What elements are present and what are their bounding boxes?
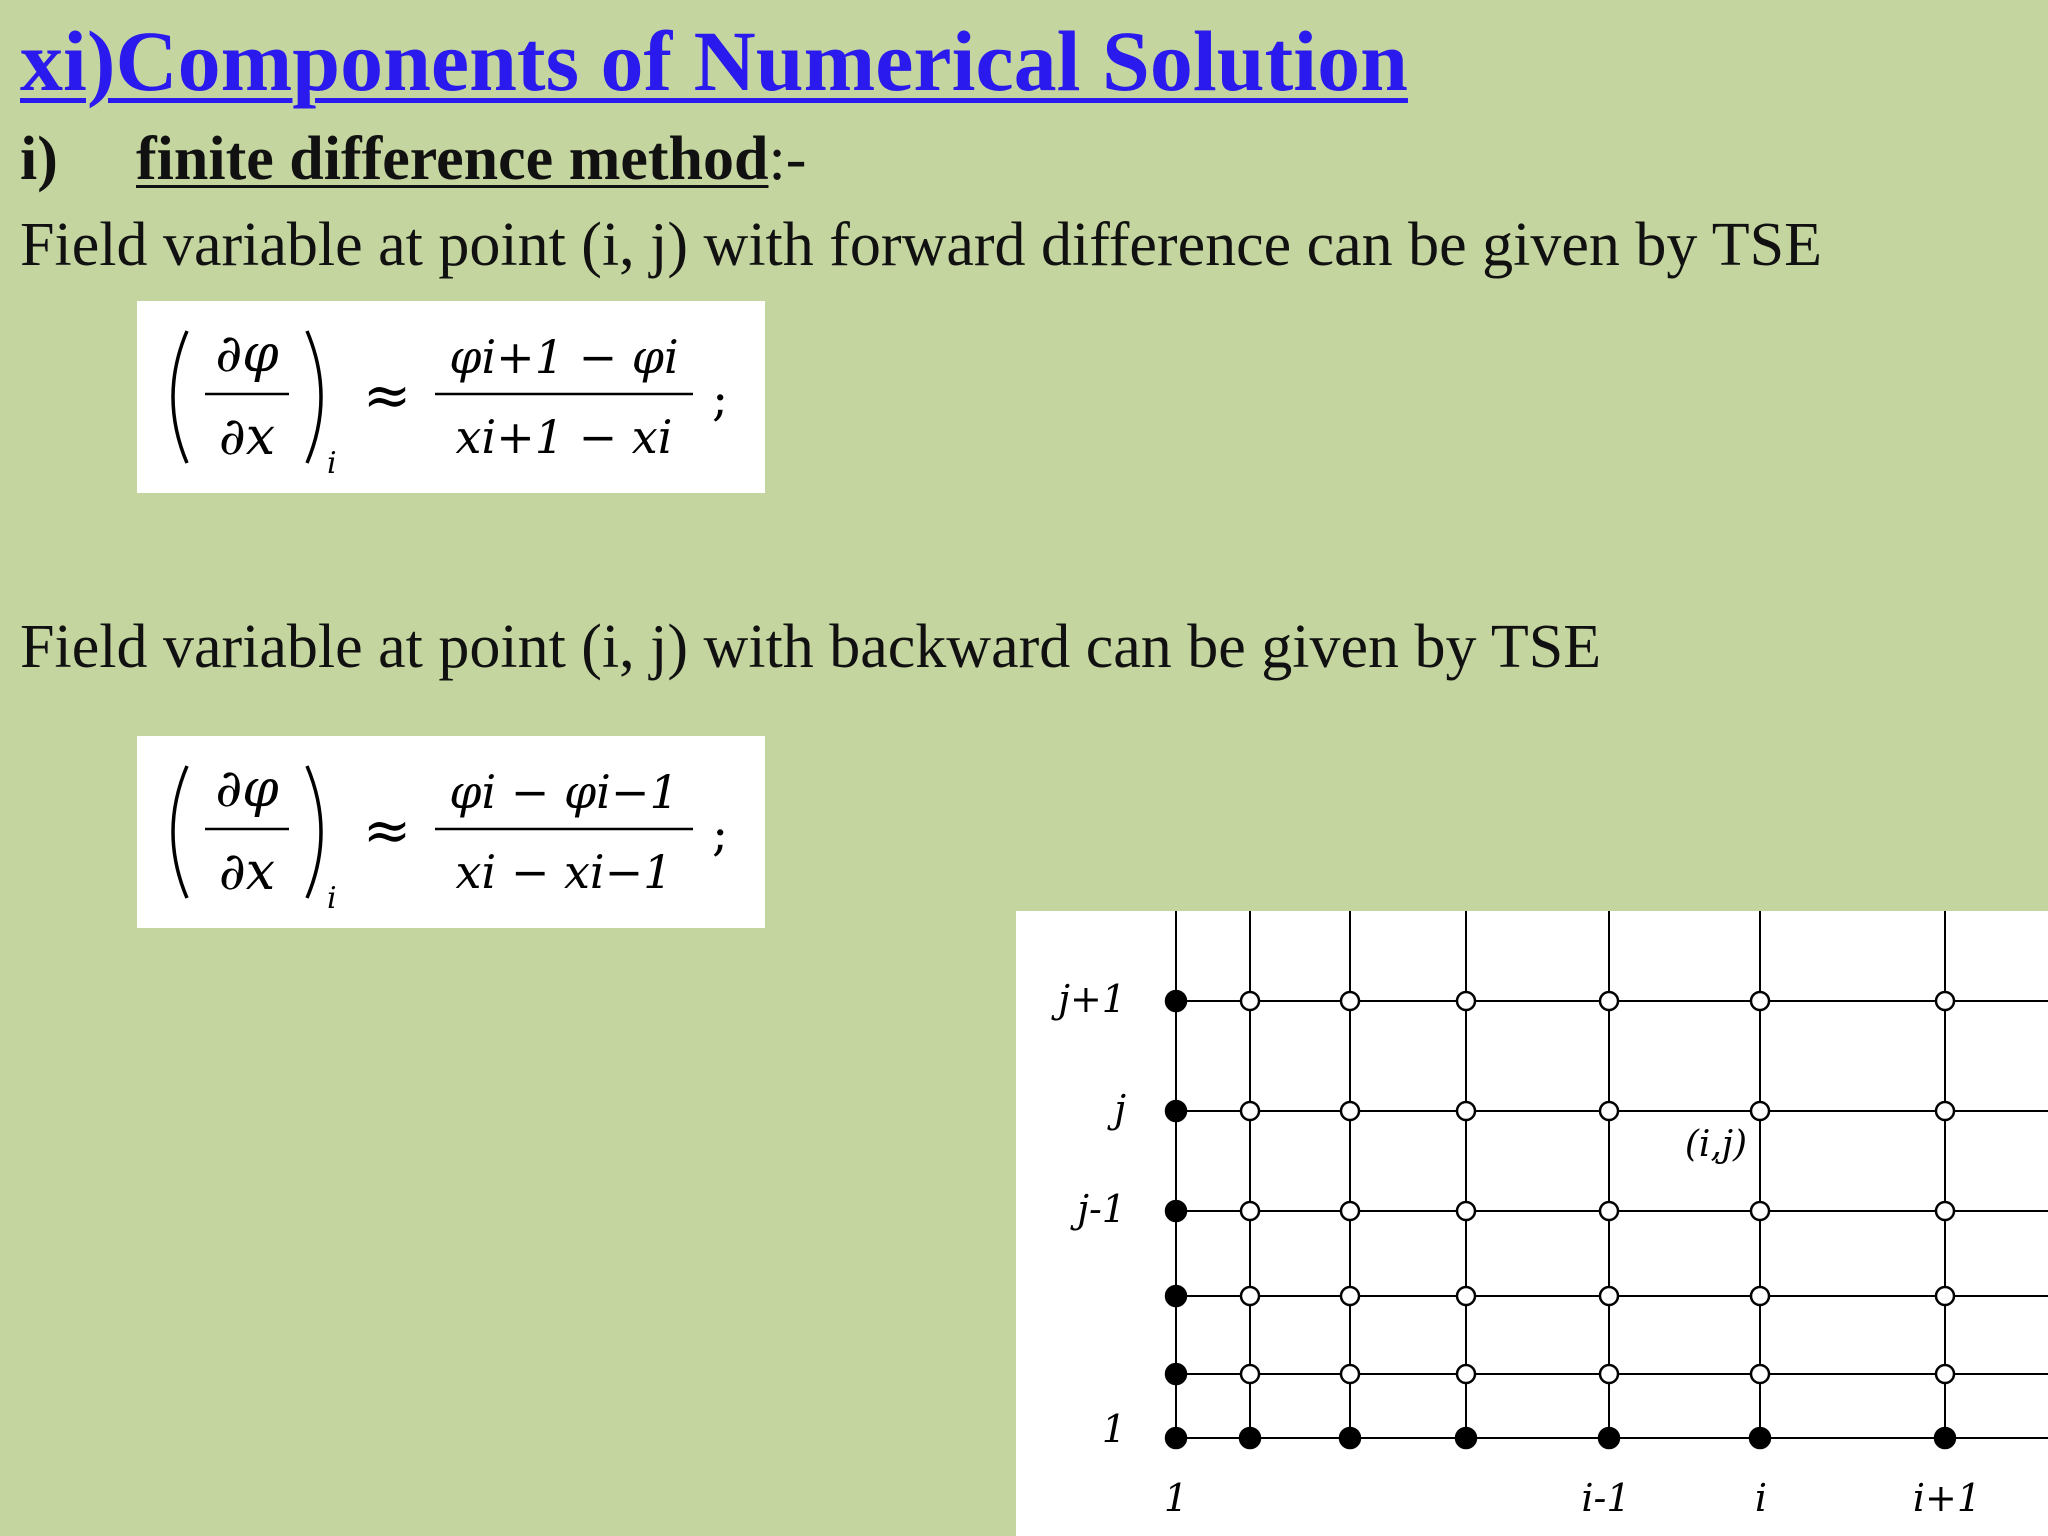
interior-node — [1751, 1287, 1769, 1305]
boundary-node — [1166, 1428, 1186, 1448]
backward-difference-text: Field variable at point (i, j) with backward can be given by TSE — [20, 613, 1602, 681]
rhs-denominator: xi − xi−1 — [455, 845, 673, 899]
interior-node — [1457, 1365, 1475, 1383]
slide-title: xi)Components of Numerical Solution — [20, 13, 1408, 109]
interior-node — [1341, 1202, 1359, 1220]
column-label-i-minus-1: i-1 — [1581, 1476, 1631, 1520]
interior-node — [1936, 1287, 1954, 1305]
approx-sign: ≈ — [362, 361, 412, 429]
row-label-j-plus-1: j+1 — [1058, 977, 1126, 1021]
boundary-node — [1166, 1364, 1186, 1384]
row-label-j: j — [1114, 1087, 1126, 1131]
interior-node — [1600, 1365, 1618, 1383]
column-label-i-plus-1: i+1 — [1912, 1476, 1982, 1520]
boundary-node — [1935, 1428, 1955, 1448]
lhs-numerator: ∂φ — [215, 759, 279, 819]
boundary-node — [1456, 1428, 1476, 1448]
section-heading — [20, 125, 807, 193]
lhs-subscript: i — [327, 881, 337, 916]
interior-node — [1341, 1102, 1359, 1120]
interior-node — [1341, 992, 1359, 1010]
boundary-node — [1599, 1428, 1619, 1448]
interior-node — [1600, 1287, 1618, 1305]
interior-node — [1241, 1287, 1259, 1305]
forward-equation — [137, 301, 765, 493]
column-label-1: 1 — [1163, 1476, 1189, 1520]
backward-equation — [137, 736, 765, 928]
lhs-denominator: ∂x — [218, 842, 276, 902]
interior-node — [1751, 1365, 1769, 1383]
rhs-numerator: φi − φi−1 — [449, 765, 679, 819]
boundary-node — [1166, 1101, 1186, 1121]
interior-node — [1751, 1102, 1769, 1120]
interior-node — [1241, 992, 1259, 1010]
boundary-node — [1340, 1428, 1360, 1448]
lhs-subscript: i — [327, 446, 337, 481]
interior-node — [1341, 1287, 1359, 1305]
row-label-j-minus-1: j-1 — [1077, 1187, 1126, 1231]
method-name: finite difference method — [136, 125, 769, 193]
interior-node — [1457, 1287, 1475, 1305]
interior-node — [1936, 1202, 1954, 1220]
lhs-numerator: ∂φ — [215, 324, 279, 384]
row-label-1: 1 — [1101, 1407, 1126, 1451]
approx-sign: ≈ — [362, 796, 412, 864]
rhs-denominator: xi+1 − xi — [455, 410, 673, 464]
interior-node — [1241, 1365, 1259, 1383]
rhs-numerator: φi+1 − φi — [449, 330, 679, 384]
interior-node — [1341, 1365, 1359, 1383]
interior-node — [1457, 1202, 1475, 1220]
interior-node — [1600, 992, 1618, 1010]
grid-diagram — [1016, 911, 2048, 1536]
boundary-node — [1750, 1428, 1770, 1448]
point-label-i-j: (i,j) — [1684, 1124, 1748, 1165]
boundary-node — [1166, 991, 1186, 1011]
boundary-node — [1240, 1428, 1260, 1448]
interior-node — [1241, 1102, 1259, 1120]
equation-terminator: ; — [712, 371, 729, 427]
interior-node — [1457, 992, 1475, 1010]
boundary-node — [1166, 1201, 1186, 1221]
section-number: i) — [20, 125, 58, 193]
interior-node — [1600, 1102, 1618, 1120]
interior-node — [1936, 992, 1954, 1010]
lhs-denominator: ∂x — [218, 407, 276, 467]
interior-node — [1936, 1102, 1954, 1120]
interior-node — [1751, 992, 1769, 1010]
grid-lines — [1176, 911, 2048, 1438]
interior-node — [1600, 1202, 1618, 1220]
column-label-i: i — [1754, 1476, 1768, 1520]
equation-terminator: ; — [712, 806, 729, 862]
interior-node — [1241, 1202, 1259, 1220]
interior-node — [1751, 1202, 1769, 1220]
interior-node — [1936, 1365, 1954, 1383]
heading-suffix: :- — [768, 125, 807, 193]
grid-nodes — [1166, 991, 1955, 1448]
interior-node — [1457, 1102, 1475, 1120]
boundary-node — [1166, 1286, 1186, 1306]
forward-difference-text: Field variable at point (i, j) with forward difference can be given by TSE — [20, 211, 1823, 279]
